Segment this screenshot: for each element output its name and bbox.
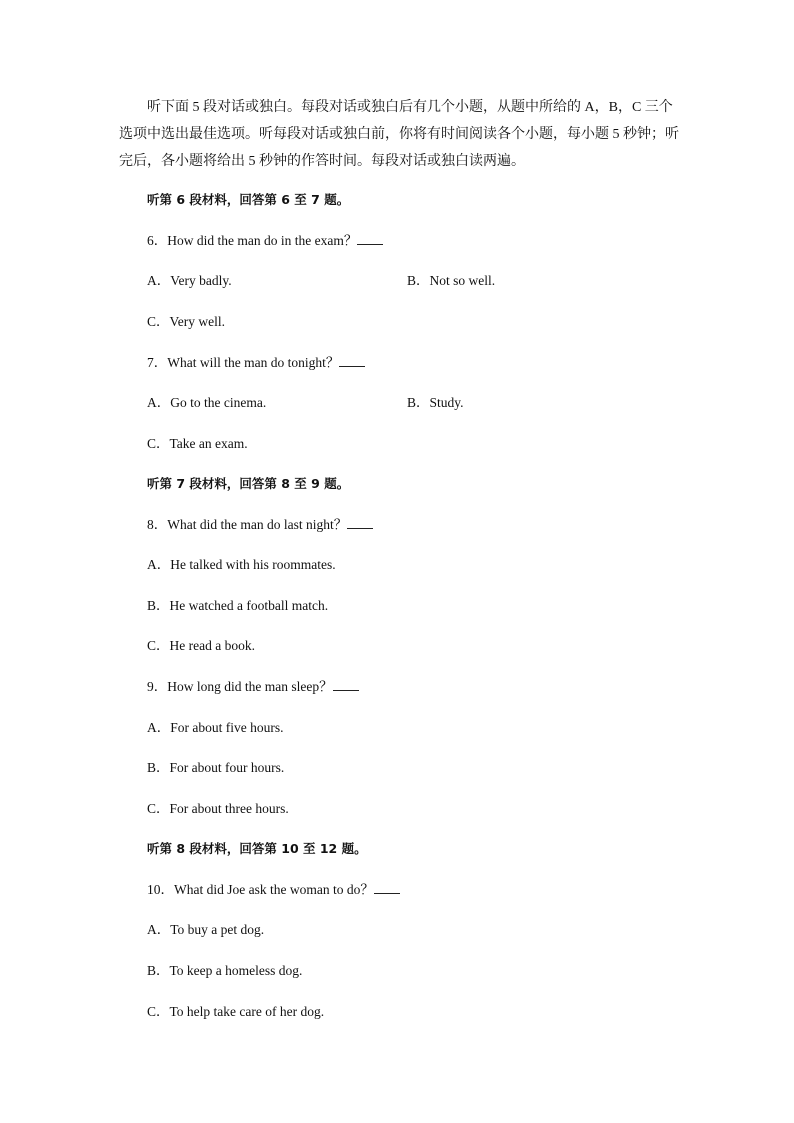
section-heading: 听第 8 段材料，回答第 10 至 12 题。 xyxy=(147,841,367,856)
answer-blank xyxy=(374,881,400,894)
answer-blank xyxy=(339,354,365,367)
instructions-line: 完后，各小题将给出 5 秒钟的作答时间。每段对话或独白读两遍。 xyxy=(119,154,525,169)
option-a: A．Go to the cinema. xyxy=(147,395,267,410)
option-c: C．To help take care of her dog. xyxy=(147,1004,325,1019)
section-heading: 听第 6 段材料，回答第 6 至 7 题。 xyxy=(147,192,350,207)
answer-blank xyxy=(347,516,373,529)
option-c: C．For about three hours. xyxy=(147,801,289,816)
question-stem: 7．What will the man do tonight？ xyxy=(147,353,365,373)
option-b: B．He watched a football match. xyxy=(147,598,329,613)
answer-blank xyxy=(333,678,359,691)
question-stem: 8．What did the man do last night？ xyxy=(147,515,373,535)
option-b: B．Study. xyxy=(407,395,464,410)
option-a: A．For about five hours. xyxy=(147,720,284,735)
instructions-line: 选项中选出最佳选项。听每段对话或独白前，你将有时间阅读各个小题，每小题 5 秒钟；听 xyxy=(119,127,679,142)
option-a: A．He talked with his roommates. xyxy=(147,557,336,572)
option-a: A．Very badly. xyxy=(147,273,232,288)
option-b: B．To keep a homeless dog. xyxy=(147,963,303,978)
answer-blank xyxy=(357,232,383,245)
option-c: C．Take an exam. xyxy=(147,436,248,451)
question-stem: 6．How did the man do in the exam？ xyxy=(147,231,383,251)
question-stem: 9．How long did the man sleep？ xyxy=(147,677,359,697)
instructions-paragraph xyxy=(119,94,679,175)
section-heading: 听第 7 段材料，回答第 8 至 9 题。 xyxy=(147,476,350,491)
option-c: C．He read a book. xyxy=(147,638,255,653)
option-c: C．Very well. xyxy=(147,314,225,329)
question-stem: 10．What did Joe ask the woman to do？ xyxy=(147,880,400,900)
option-b: B．For about four hours. xyxy=(147,760,285,775)
option-a: A．To buy a pet dog. xyxy=(147,922,265,937)
option-b: B．Not so well. xyxy=(407,273,496,288)
instructions-line: 听下面 5 段对话或独白。每段对话或独白后有几个小题，从题中所给的 A，B，C 三个 xyxy=(147,100,673,115)
